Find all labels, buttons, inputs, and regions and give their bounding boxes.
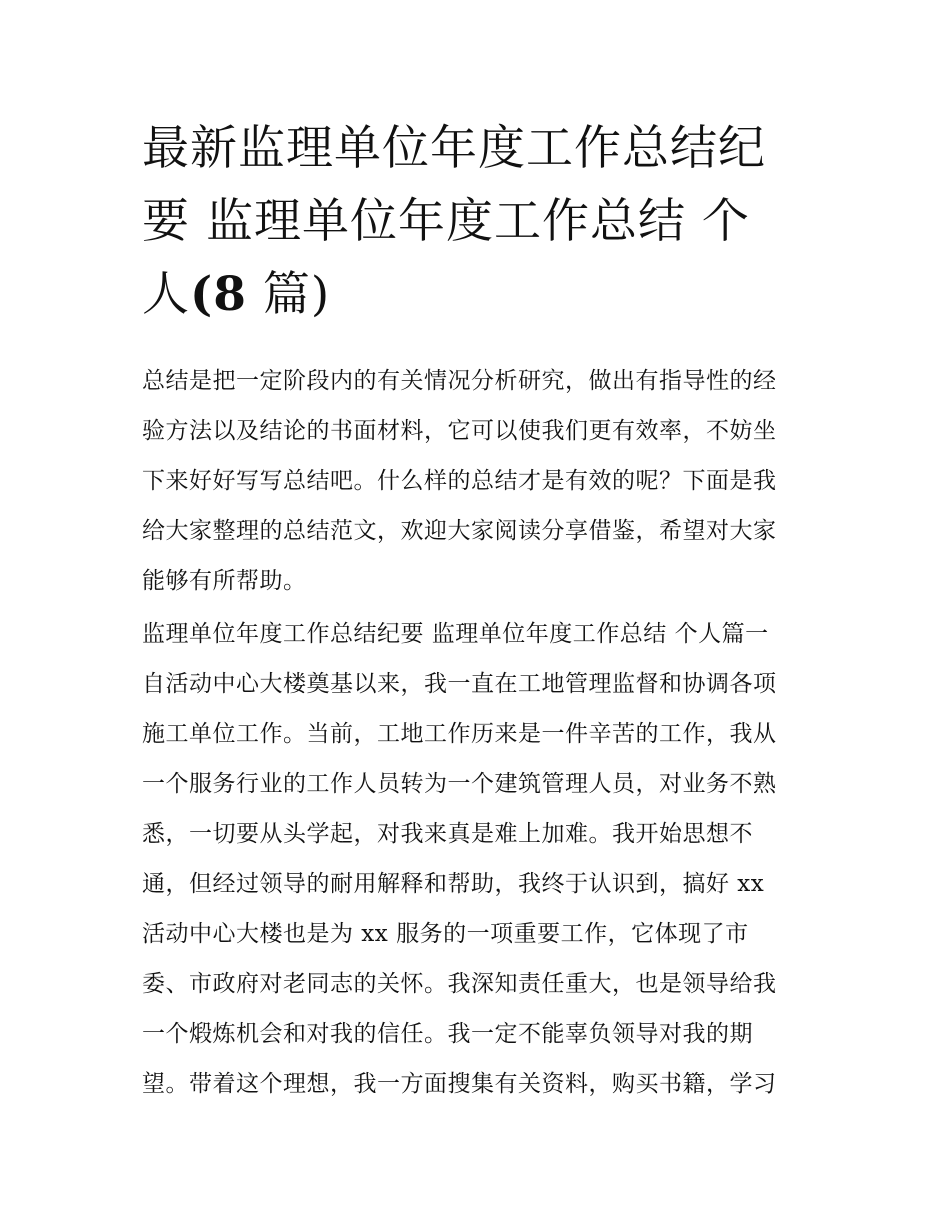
intro-line-1: 总结是把一定阶段内的有关情况分析研究，做出有指导性的经 xyxy=(142,368,777,394)
body-line-3: 一个服务行业的工作人员转为一个建筑管理人员，对业务不熟 xyxy=(142,771,777,797)
body-line-7: 委、市政府对老同志的关怀。我深知责任重大，也是领导给我 xyxy=(142,971,777,997)
intro-line-2: 验方法以及结论的书面材料，它可以使我们更有效率，不妨坐 xyxy=(142,418,777,444)
body-line-9: 望。带着这个理想，我一方面搜集有关资料，购买书籍，学习 xyxy=(142,1071,777,1097)
body-line-2: 施工单位工作。当前，工地工作历来是一件辛苦的工作，我从 xyxy=(142,721,777,747)
body-line-4: 悉，一切要从头学起，对我来真是难上加难。我开始思想不 xyxy=(142,821,753,847)
document-title xyxy=(142,112,822,331)
title-suffix: 篇) xyxy=(246,267,331,322)
intro-line-4: 给大家整理的总结范文，欢迎大家阅读分享借鉴，希望对大家 xyxy=(142,518,777,544)
title-line-2: 要 监理单位年度工作总结 个 xyxy=(142,194,750,249)
intro-line-5: 能够有所帮助。 xyxy=(142,568,307,594)
title-line-3: 人 xyxy=(142,267,190,322)
intro-line-3: 下来好好写写总结吧。什么样的总结才是有效的呢？下面是我 xyxy=(142,468,777,494)
body-line-1: 自活动中心大楼奠基以来，我一直在工地管理监督和协调各项 xyxy=(142,671,777,697)
body-line-8: 一个煅炼机会和对我的信任。我一定不能辜负领导对我的期 xyxy=(142,1021,753,1047)
body-line-5: 通，但经过领导的耐用解释和帮助，我终于认识到，搞好 xx xyxy=(142,871,765,897)
title-line-1: 最新监理单位年度工作总结纪 xyxy=(142,121,766,176)
section-heading: 监理单位年度工作总结纪要 监理单位年度工作总结 个人篇一 xyxy=(142,621,769,647)
body-line-6: 活动中心大楼也是为 xx 服务的一项重要工作，它体现了市 xyxy=(142,921,749,947)
title-count: (8 xyxy=(190,267,247,322)
